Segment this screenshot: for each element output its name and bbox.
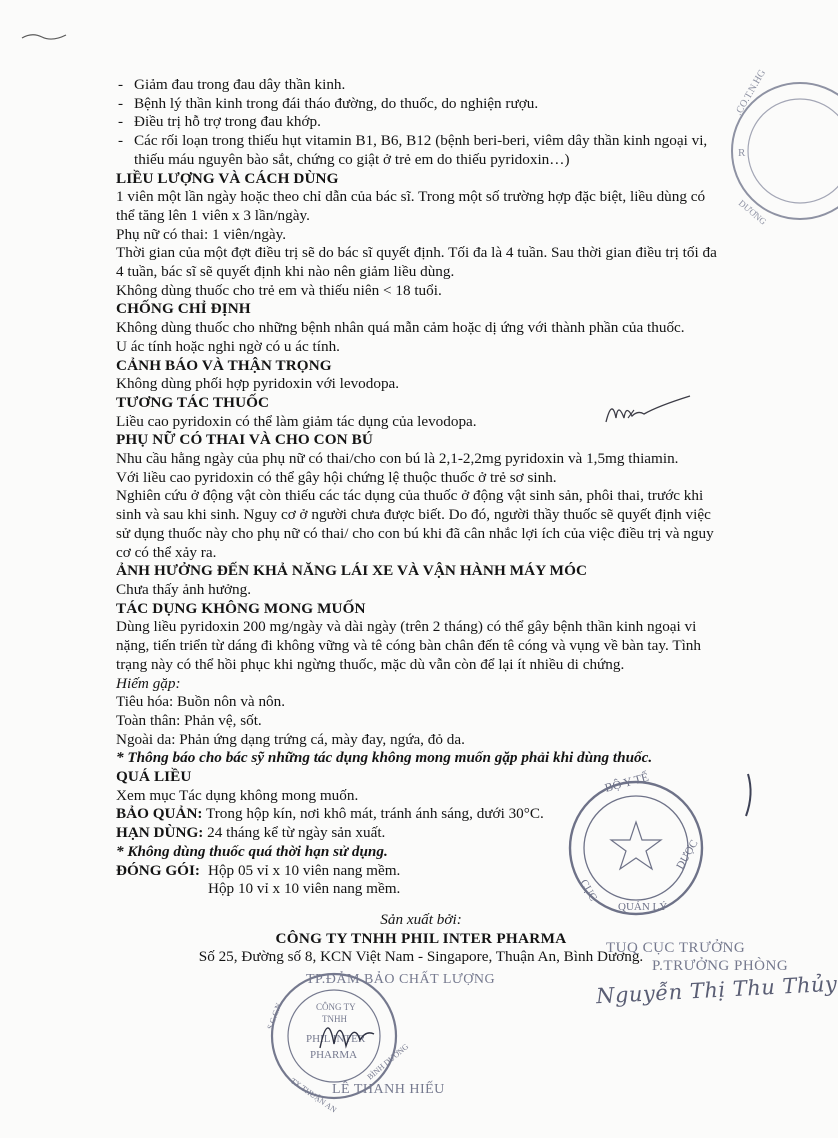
rare-label: Hiếm gặp:: [116, 674, 181, 692]
svg-text:BÌNH DƯƠNG: BÌNH DƯƠNG: [365, 1041, 411, 1082]
produced-by-label: Sản xuất bởi:: [380, 910, 462, 928]
interactions-paragraph: Liều cao pyridoxin có thể làm giảm tác dụng của levodopa.: [116, 412, 477, 430]
svg-text:DƯỢC: DƯỢC: [674, 837, 701, 872]
ministry-seal-stamp: [540, 770, 760, 930]
pregnancy-heading: PHỤ NỮ CÓ THAI VÀ CHO CON BÚ: [116, 431, 373, 449]
driving-heading: ẢNH HƯỞNG ĐẾN KHẢ NĂNG LÁI XE VÀ VẬN HÀNH MÁY MÓC: [116, 562, 588, 580]
svg-text:CÔNG TY: CÔNG TY: [316, 1002, 356, 1012]
svg-text:TX.THUẬN AN: TX.THUẬN AN: [288, 1076, 339, 1115]
list-item: - Giảm đau trong đau dây thần kinh.: [116, 76, 726, 95]
storage-label: BẢO QUẢN:: [116, 805, 203, 823]
scan-corner-mark: [20, 28, 70, 44]
contraindications-heading: CHỐNG CHỈ ĐỊNH: [116, 300, 251, 318]
list-item: - Các rối loạn trong thiếu hụt vitamin B1, B6, B12 (bệnh beri-beri, viêm dây thần kinh ngoại vi, thiếu máu nguyên bào sắt, chứng co giật ở trẻ em do thiếu pyridoxin…): [116, 132, 726, 169]
driving-paragraph: Chưa thấy ảnh hưởng.: [116, 580, 252, 598]
contraindications-paragraph: U ác tính hoặc nghi ngờ có u ác tính.: [116, 337, 340, 355]
expiry-note: * Không dùng thuốc quá thời hạn sử dụng.: [116, 842, 388, 860]
side-effects-paragraph: Dùng liều pyridoxin 200 mg/ngày và dài ngày (trên 2 tháng) có thể gây bệnh thần kinh ngoại vi nặng, tiến triển từ dáng đi không vững và tê cóng bàn chân đến tê cóng và vụng về bàn tay. Tình trạng này có thể hồi phục khi ngừng thuốc, mặc dù vẫn còn để lại ít nhiều di chứng.: [116, 618, 701, 673]
rare-item: Toàn thân: Phản vệ, sốt.: [116, 711, 262, 729]
manufacturer-name: CÔNG TY TNHH PHIL INTER PHARMA: [275, 929, 567, 947]
svg-text:PHIL INTER: PHIL INTER: [306, 1033, 366, 1045]
list-item: - Điều trị hỗ trợ trong đau khớp.: [116, 113, 726, 132]
svg-text:BỘ Y TẾ: BỘ Y TẾ: [603, 769, 651, 795]
rare-item: Tiêu hóa: Buồn nôn và nôn.: [116, 693, 286, 711]
side-effects-heading: TÁC DỤNG KHÔNG MONG MUỐN: [116, 599, 366, 617]
pregnancy-paragraph: Nghiên cứu ở động vật còn thiếu các tác dụng của thuốc ở động vật sinh sản, phôi thai, trước khi sinh và sau khi sinh. Nguy cơ ở người chưa được biết. Do đó, người thầy thuốc sẽ quyết định việc sử dụng thuốc này cho phụ nữ có thai/ cho con bú khi đã cân nhắc lợi ích của việc điều trị và nguy cơ có thể xảy ra.: [116, 487, 714, 561]
svg-text:R: R: [738, 147, 746, 159]
storage-text: Trong hộp kín, nơi khô mát, tránh ánh sáng, dưới 30°C.: [202, 805, 544, 823]
rare-item: Ngoài da: Phản ứng dạng trứng cá, mày đay, ngứa, đỏ da.: [116, 730, 465, 748]
dosage-paragraph: Không dùng thuốc cho trẻ em và thiếu niên < 18 tuổi.: [116, 281, 442, 299]
dosage-paragraph: Phụ nữ có thai: 1 viên/ngày.: [116, 225, 287, 243]
warnings-heading: CẢNH BÁO VÀ THẬN TRỌNG: [116, 356, 332, 374]
svg-text:DƯƠNG: DƯƠNG: [736, 197, 769, 227]
pregnancy-paragraph: Với liều cao pyridoxin có thể gây hội chứng lệ thuộc thuốc ở trẻ sơ sinh.: [116, 468, 557, 486]
indications-list: [116, 76, 726, 170]
reviewer-signature: [598, 392, 698, 432]
packaging-item: Hộp 05 vỉ x 10 viên nang mềm.: [208, 861, 401, 879]
dosage-heading: LIỀU LƯỢNG VÀ CÁCH DÙNG: [116, 169, 339, 187]
ministry-title-line-1: TUQ CỤC TRƯỞNG: [606, 940, 746, 956]
svg-text:S.G.C.N.: S.G.C.N.: [265, 1000, 284, 1031]
manufacturer-address: Số 25, Đường số 8, KCN Việt Nam - Singapore, Thuận An, Bình Dương.: [198, 948, 644, 966]
svg-text:.CO.T.N.HG: .CO.T.N.HG: [733, 67, 769, 118]
interactions-heading: TƯƠNG TÁC THUỐC: [116, 393, 270, 411]
expiry-text: 24 tháng kể từ ngày sản xuất.: [203, 824, 386, 842]
ministry-signatory-signature: Nguyễn Thị Thu Thủy: [595, 971, 838, 1009]
warnings-paragraph: Không dùng phối hợp pyridoxin với levodopa.: [116, 375, 400, 393]
side-effects-notice: * Thông báo cho bác sỹ những tác dụng không mong muốn gặp phải khi dùng thuốc.: [116, 749, 653, 767]
packaging-item: Hộp 10 vỉ x 10 viên nang mềm.: [208, 880, 401, 898]
contraindications-paragraph: Không dùng thuốc cho những bệnh nhân quá mẫn cảm hoặc dị ứng với thành phần của thuốc.: [116, 319, 685, 337]
company-department-stamp: TP.ĐẢM BẢO CHẤT LƯỢNG: [306, 972, 496, 987]
pregnancy-paragraph: Nhu cầu hằng ngày của phụ nữ có thai/cho con bú là 2,1-2,2mg pyridoxin và 1,5mg thiamin.: [116, 450, 679, 468]
list-item: - Bệnh lý thần kinh trong đái tháo đường, do thuốc, do nghiện rượu.: [116, 95, 726, 114]
dosage-paragraph: Thời gian của một đợt điều trị sẽ do bác sĩ quyết định. Tối đa là 4 tuần. Sau thời gian điều trị tối đa 4 tuần, bác sĩ sẽ quyết định khi nào nên giảm liều dùng.: [116, 244, 717, 281]
svg-text:TNHH: TNHH: [322, 1014, 347, 1024]
packaging-label: ĐÓNG GÓI:: [116, 861, 200, 879]
svg-text:PHARMA: PHARMA: [310, 1049, 358, 1061]
overdose-paragraph: Xem mục Tác dụng không mong muốn.: [116, 786, 359, 804]
expiry-label: HẠN DÙNG:: [116, 824, 204, 842]
svg-text:CỤC: CỤC: [577, 877, 600, 904]
overdose-heading: QUÁ LIỀU: [116, 768, 192, 786]
edge-seal-stamp: [700, 67, 800, 227]
ministry-title-line-2: P.TRƯỞNG PHÒNG: [652, 958, 789, 974]
dosage-paragraph: 1 viên một lần ngày hoặc theo chỉ dẫn của bác sĩ. Trong một số trường hợp đặc biệt, liều dùng có thể tăng lên 1 viên x 3 lần/ngày.: [116, 188, 706, 224]
company-signatory-name: LÊ THANH HIẾU: [332, 1082, 445, 1097]
svg-text:QUẢN LÝ: QUẢN LÝ: [618, 901, 668, 913]
